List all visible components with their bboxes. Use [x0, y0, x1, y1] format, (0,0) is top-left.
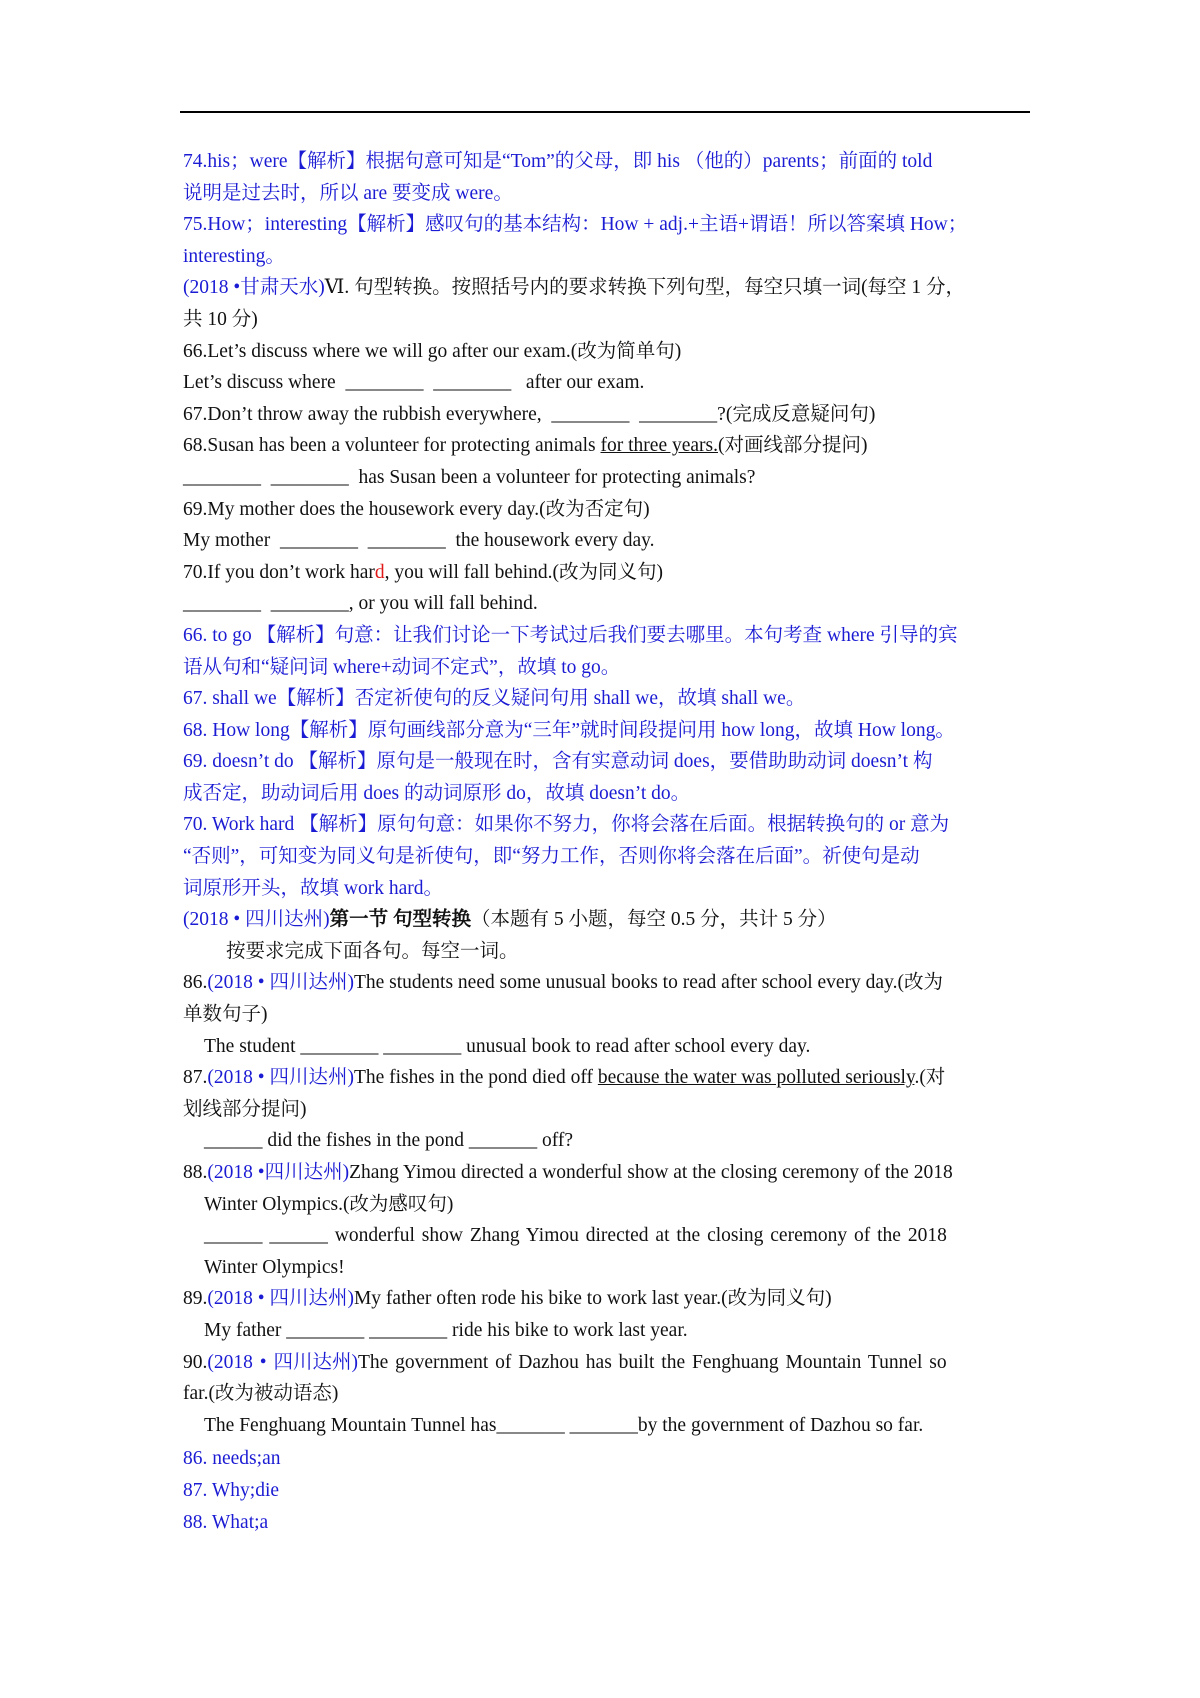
question-69-answer-line: My mother ________ ________ the housework every day.: [183, 530, 655, 552]
question-89-text: My father often rode his bike to work last year.(改为同义句): [353, 1288, 832, 1310]
section-2-source: (2018 • 四川达州): [183, 909, 330, 931]
question-68: [183, 430, 1028, 462]
section-1-heading: [183, 272, 1028, 304]
question-89-answer-line: My father ________ ________ ride his bike to work last year.: [204, 1319, 688, 1341]
question-90-text: The government of Dazhou has built the Fenghuang Mountain Tunnel so: [357, 1351, 947, 1373]
question-90-source: (2018 • 四川达州): [207, 1351, 358, 1373]
question-68-answer-line: ________ ________ has Susan been a volunteer for protecting animals?: [183, 466, 756, 488]
question-89: [183, 1283, 1028, 1315]
question-86-source: (2018 • 四川达州): [207, 972, 354, 994]
header-rule: [180, 111, 1030, 113]
question-88-cont: Winter Olympics.(改为感叹句): [204, 1193, 454, 1215]
question-88-answer-line2: Winter Olympics!: [204, 1256, 345, 1278]
explanation-66-line2: 语从句和“疑问词 where+动词不定式”，故填 to go。: [183, 656, 621, 678]
answer-74-line2: 说明是过去时，所以 are 要变成 were。: [183, 182, 513, 204]
question-88: [183, 1157, 1028, 1189]
question-68-instruction: (对画线部分提问): [718, 435, 868, 457]
question-86-cont: 单数句子): [183, 1004, 268, 1026]
question-87-cont: 划线部分提问): [183, 1098, 307, 1120]
question-70: [183, 557, 1028, 589]
explanation-67: 67. shall we【解析】否定祈使句的反义疑问句用 shall we，故填 shall we。: [183, 688, 806, 710]
document-body: [183, 146, 1028, 1538]
question-86-number: 86.: [183, 972, 208, 994]
section-1-source: (2018 •甘肃天水): [183, 277, 325, 299]
question-88-answer-line1: ______ ______ wonderful show Zhang Yimou directed at the closing ceremony of the 2018: [204, 1225, 947, 1247]
section-2-heading: [183, 904, 1028, 936]
question-88-source: (2018 •四川达州): [207, 1162, 350, 1183]
section-2-title: 第一节 句型转换: [329, 909, 471, 931]
question-90-answer-line: The Fenghuang Mountain Tunnel has_______ _______by the government of Dazhou so far.: [204, 1414, 924, 1436]
explanation-70-line2: “否则”，可知变为同义句是祈使句，即“努力工作，否则你将会落在后面”。祈使句是动: [183, 846, 920, 868]
explanation-70-line3: 词原形开头，故填 work hard。: [183, 877, 443, 899]
question-87-answer-line: ______ did the fishes in the pond _______ off?: [204, 1130, 574, 1152]
question-90-cont: far.(改为被动语态): [183, 1383, 339, 1405]
explanation-68: 68. How long【解析】原句画线部分意为“三年”就时间段提问用 how long，故填 How long。: [183, 719, 955, 741]
question-87-instruction: .(对: [914, 1067, 946, 1089]
answer-74-line1: 74.his；were【解析】根据句意可知是“Tom”的父母，即 his （他的）parents；前面的 told: [183, 151, 933, 172]
explanation-66-line1: 66. to go 【解析】句意：让我们讨论一下考试过后我们要去哪里。本句考查 where 引导的宾: [183, 624, 958, 646]
question-66: 66.Let’s discuss where we will go after our exam.(改为简单句): [183, 340, 682, 362]
explanation-69-line2: 成否定，助动词后用 does 的动词原形 do，故填 doesn’t do。: [183, 782, 691, 804]
question-70-instruction: , you will fall behind.(改为同义句): [384, 561, 664, 583]
answer-86: 86. needs;an: [183, 1448, 281, 1470]
question-86: [183, 967, 1028, 999]
question-68-underlined: for three years.: [600, 435, 718, 457]
question-86-text: The students need some unusual books to read after school every day.(改为: [353, 972, 943, 994]
question-70-text: 70.If you don’t work har: [183, 561, 375, 583]
question-70-answer-line: ________ ________, or you will fall behind.: [183, 593, 538, 615]
question-87: [183, 1062, 1028, 1094]
question-87-underlined: because the water was polluted seriously: [597, 1067, 915, 1089]
question-90: [183, 1347, 1028, 1379]
answer-key: [183, 1443, 1028, 1538]
question-87-source: (2018 • 四川达州): [207, 1067, 354, 1089]
question-87-number: 87.: [183, 1067, 208, 1089]
question-67: 67.Don’t throw away the rubbish everywhere, ________ ________?(完成反意疑问句): [183, 403, 876, 425]
section-1-title: Ⅵ. 句型转换。按照括号内的要求转换下列句型，每空只填一词(每空 1 分，: [324, 277, 966, 299]
question-89-number: 89.: [183, 1288, 208, 1310]
question-66-answer-line: Let’s discuss where ________ ________ after our exam.: [183, 372, 645, 394]
question-88-number: 88.: [183, 1162, 208, 1183]
question-88-text: Zhang Yimou directed a wonderful show at the closing ceremony of the 2018: [349, 1162, 953, 1183]
explanation-69-line1: 69. doesn’t do 【解析】原句是一般现在时，含有实意动词 does，要借助助动词 doesn’t 构: [183, 751, 933, 773]
explanation-70-line1: 70. Work hard 【解析】原句句意：如果你不努力，你将会落在后面。根据转换句的 or 意为: [183, 814, 950, 836]
answer-88: 88. What;a: [183, 1511, 269, 1533]
section-1-title-cont: 共 10 分): [183, 308, 258, 330]
answer-75-line2: interesting。: [183, 245, 285, 267]
section-2-note: （本题有 5 小题，每空 0.5 分，共计 5 分）: [470, 909, 837, 931]
question-69: 69.My mother does the housework every day.(改为否定句): [183, 498, 650, 520]
question-86-answer-line: The student ________ ________ unusual book to read after school every day.: [204, 1035, 811, 1057]
question-68-text: 68.Susan has been a volunteer for protecting animals: [183, 435, 601, 457]
question-89-source: (2018 • 四川达州): [207, 1288, 354, 1310]
section-2-instruction: 按要求完成下面各句。每空一词。: [226, 940, 519, 962]
question-87-text: The fishes in the pond died off: [353, 1067, 598, 1089]
answer-87: 87. Why;die: [183, 1479, 280, 1501]
question-90-number: 90.: [183, 1351, 208, 1373]
question-70-red-letter: d: [374, 561, 385, 583]
answer-75-line1: 75.How；interesting【解析】感叹句的基本结构：How + adj.+主语+谓语！所以答案填 How；: [183, 214, 968, 236]
